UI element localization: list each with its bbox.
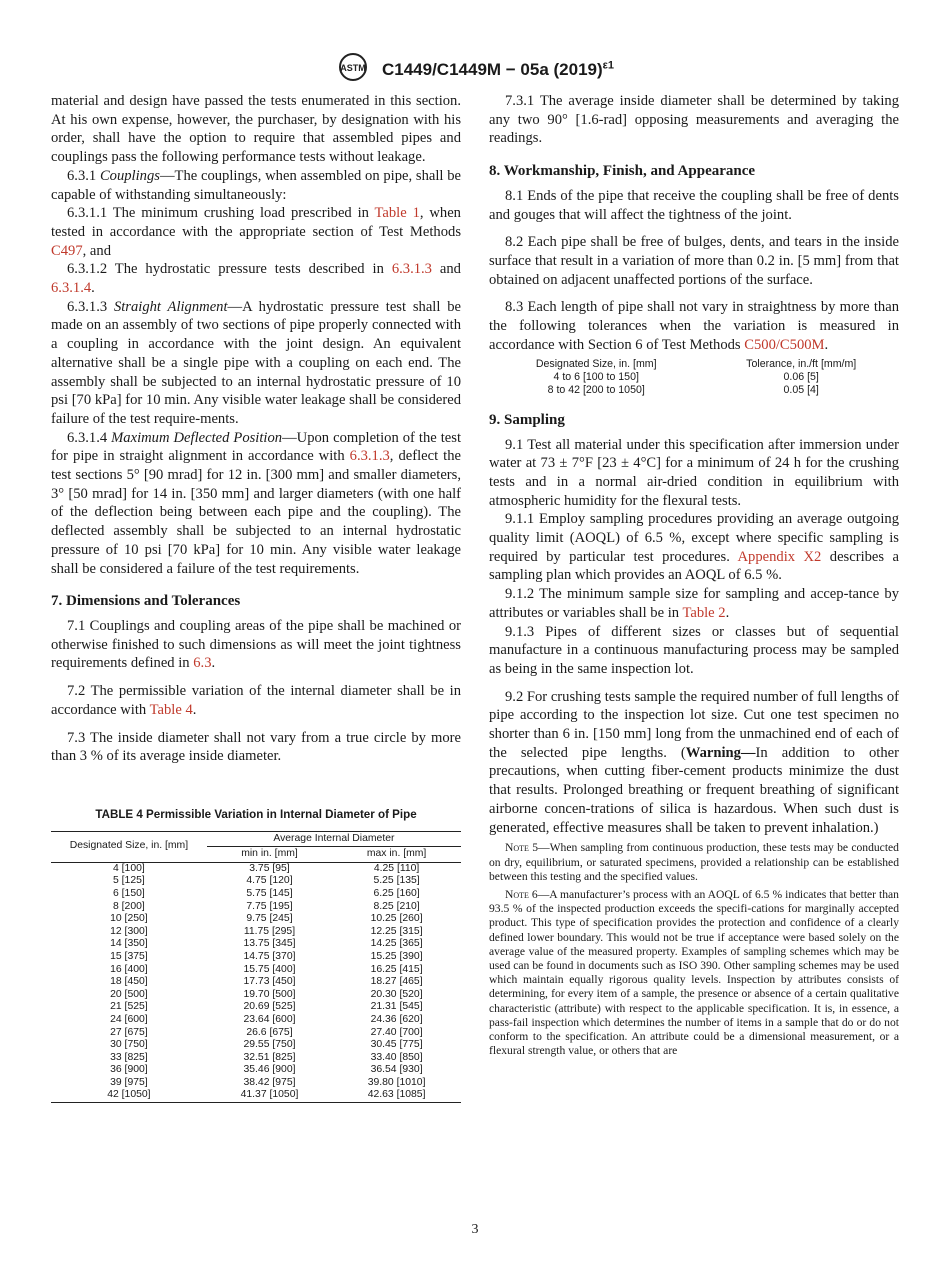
table-row bbox=[51, 1027, 461, 1040]
link-appendix-x2[interactable]: Appendix X2 bbox=[737, 548, 822, 565]
paragraph-9-1-3: 9.1.3 Pipes of different sizes or classes but of sequential manufacture in a continuous manufacturing process may be sampled as being in the same inspection lot. bbox=[489, 623, 899, 677]
table-cell: 38.42 [975] bbox=[243, 1076, 296, 1088]
link-6-3-1-3[interactable]: 6.3.1.3 bbox=[391, 261, 432, 278]
paragraph-6-3-1-3: 6.3.1.3 Straight Alignment—A hydrostatic pressure test shall be made on an assembly of two sections of pipe properly connected with a coupling in accordance with the joint design. An equivalent alternative shall be a single pipe with a coupling on each end. The assembly shall be subjected to an internal hydrostatic pressure of 10 psi [70 kPa] for 10 min. Any visible water leakage shall be considered failure of the test require-ments. bbox=[51, 298, 462, 427]
page-number: 3 bbox=[471, 1222, 479, 1237]
table-cell: 10 [250] bbox=[110, 913, 148, 925]
table-row bbox=[51, 938, 461, 951]
section-7-heading: 7. Dimensions and Tolerances bbox=[51, 593, 241, 610]
table-row bbox=[51, 1064, 461, 1077]
table-cell: 4.75 [120] bbox=[246, 875, 293, 887]
table-cell: 36 [900] bbox=[110, 1064, 148, 1076]
document-designation: C1449/C1449M − 05a $(2019)^{\varepsilon 1}$ bbox=[381, 59, 615, 79]
table-cell: 27.40 [700] bbox=[370, 1026, 423, 1038]
tolerance-header-size: Designated Size, in. [mm] bbox=[535, 358, 657, 371]
table-cell: 30.45 [775] bbox=[370, 1039, 423, 1051]
table-cell: 15.25 [390] bbox=[370, 950, 423, 962]
table-row: 4 to 6 [100 to 150] 0.06 [5] bbox=[553, 371, 819, 384]
table-cell: 24.36 [620] bbox=[370, 1013, 423, 1025]
table-row bbox=[51, 1001, 461, 1014]
paragraph-9-2: 9.2 For crushing tests sample the required number of full lengths of pipe according to the inspection lot size. Cut one test specimen no shorter than 6 in. [150 mm] long from the unmachined end of each of the selected pipe lengths. (Warning—In addition to other precautions, when cutting fiber-cement products minimize the dust that results. Prolonged breathing or frequent breathing of significant airborne concen-trations of silica is hazardous. When such dust is generated, effective measures shall be taken to prevent inhalation.) bbox=[489, 688, 899, 836]
table-cell: 6 [150] bbox=[113, 887, 145, 899]
table-cell: 24 [600] bbox=[110, 1013, 148, 1025]
table-cell: 23.64 [600] bbox=[243, 1013, 296, 1025]
table-4-header-group: Average Internal Diameter bbox=[207, 831, 461, 847]
table-cell: 15 [375] bbox=[110, 950, 148, 962]
note-6: Note 6—A manufacturer’s process with an AOQL of 6.5 % indicates that better than 93.5 % of the inspected production exceeds the specifi-cations for marginally accepted product. This type of specification provides the protection and confidence of a clearly defined lower boundary. This would not be true if acceptance were based solely on the average value of the measured property. Examples of sampling schemes which may be used can be found in documents such as ISO 390. Other sampling schemes may be used which maintain equally rigorous quality levels. Inspection by attributes consists of determining, for every item of a sample, the presence or absence of a certain qualitative characteristic (attribute) with respect to the applicable specification. It is, in essence, a pass-fail inspection which determines the number of items in a sample that do or do not conform to the specification. An attribute could be a dimensional measurement, or a flexural strength value, or others that are bbox=[489, 887, 899, 1058]
table-cell: 14.25 [365] bbox=[370, 938, 423, 950]
table-cell: 21.31 [545] bbox=[370, 1001, 423, 1013]
table-row bbox=[51, 888, 461, 901]
table-cell: 12.25 [315] bbox=[370, 925, 423, 937]
section-8-heading: 8. Workmanship, Finish, and Appearance bbox=[489, 163, 756, 180]
table-cell: 20.30 [520] bbox=[370, 988, 423, 1000]
table-row bbox=[51, 951, 461, 964]
link-6-3-1-4[interactable]: 6.3.1.4 bbox=[51, 280, 92, 297]
table-4 bbox=[51, 831, 461, 1103]
table-cell: 21 [525] bbox=[110, 1001, 148, 1013]
table-cell: 33 [825] bbox=[110, 1051, 148, 1063]
paragraph-9-1: 9.1 Test all material under this specification after immersion under water at 73 ± 7°F [23 ± 4°C] for a minimum of 24 h for the crushing tests and in a normal air-dried condition in equilibrium with atmospheric humidity for the flexural tests. bbox=[489, 436, 899, 509]
table-cell: 16 [400] bbox=[110, 963, 148, 975]
table-cell: 27 [675] bbox=[110, 1026, 148, 1038]
table-4-body bbox=[51, 862, 461, 1102]
table-row bbox=[51, 901, 461, 914]
table-cell: 10.25 [260] bbox=[370, 913, 423, 925]
paragraph-7-1: 7.1 Couplings and coupling areas of the pipe shall be machined or otherwise finished to such dimensions as will meet the joint tightness requirements defined in 6.3. bbox=[51, 617, 461, 672]
table-cell: 41.37 [1050] bbox=[240, 1089, 299, 1101]
table-cell: 42 [1050] bbox=[107, 1089, 151, 1101]
table-cell: 5 [125] bbox=[113, 875, 145, 887]
paragraph-9-1-2: 9.1.2 The minimum sample size for sampling and accep-tance by attributes or variables shall be in Table 2. bbox=[489, 586, 899, 621]
table-cell: 16.25 [415] bbox=[370, 963, 423, 975]
table-row bbox=[51, 926, 461, 939]
table-cell: 7.75 [195] bbox=[246, 900, 293, 912]
paragraph-6-3-1-2: 6.3.1.2 The hydrostatic pressure tests described in 6.3.1.3 and 6.3.1.4. bbox=[51, 261, 461, 297]
table-cell: 17.73 [450] bbox=[243, 976, 296, 988]
right-column bbox=[489, 92, 899, 1058]
table-cell: 6.25 [160] bbox=[373, 887, 420, 899]
paragraph-8-3: 8.3 Each length of pipe shall not vary in straightness by more than the following tolerances when the variation is measured in accordance with Section 6 of Test Methods C500/C500M. bbox=[489, 299, 899, 353]
link-6-3[interactable]: 6.3 bbox=[193, 655, 212, 672]
table-cell: 11.75 [295] bbox=[243, 925, 296, 937]
table-row bbox=[51, 964, 461, 977]
table-row bbox=[51, 862, 461, 875]
section-9-heading: 9. Sampling bbox=[489, 411, 565, 428]
table-cell: 30 [750] bbox=[110, 1039, 148, 1051]
paragraph-7-3-1: 7.3.1 The average inside diameter shall be determined by taking any two 90° [1.6-rad] opposing measurements and averaging the readings. bbox=[489, 93, 899, 147]
table-cell: 18.27 [465] bbox=[370, 976, 423, 988]
table-cell: 8.25 [210] bbox=[373, 900, 420, 912]
table-cell: 8 [200] bbox=[113, 900, 145, 912]
table-cell: 26.6 [675] bbox=[246, 1026, 293, 1038]
table-cell: 14 [350] bbox=[110, 938, 148, 950]
table-row bbox=[51, 1052, 461, 1065]
table-cell: 9.75 [245] bbox=[246, 913, 293, 925]
note-5: Note 5—When sampling from continuous production, these tests may be conducted on dry, equilibrium, or saturated specimens, provided a relationship can be established between this testing and the specified values. bbox=[489, 841, 899, 883]
paragraph-intro: material and design have passed the tests enumerated in this section. At his own expense, however, the purchaser, by designation with his order, shall have the option to require that assembled pipes and couplings pass the following performance tests without leakage. bbox=[51, 93, 461, 166]
paragraph-7-3: 7.3 The inside diameter shall not vary from a true circle by more than 3 % of its average inside diameter. bbox=[51, 729, 461, 765]
paragraph-6-3-1-4: 6.3.1.4 Maximum Deflected Position—Upon completion of the test for pipe in straight alignment in accordance with 6.3.1.3, deflect the test sections 5° [90 mrad] for 12 in. [300 mm] and smaller diameters, 3° [50 mrad] for 14 in. [350 mm] and larger diameters (with one half of the deflection being between each pipe and the coupling). The deflected assembly shall be subjected to an internal hydrostatic pressure of 10 psi [70 kPa] for 10 min. Any visible water leakage shall be considered a failure of the test requirements. bbox=[51, 429, 461, 577]
table-cell: 32.51 [825] bbox=[243, 1051, 296, 1063]
table-row: 8 to 42 [200 to 1050] 0.05 [4] bbox=[547, 384, 819, 397]
table-cell: 13.75 [345] bbox=[243, 938, 296, 950]
paragraph-7-2: 7.2 The permissible variation of the internal diameter shall be in accordance with Table 4. bbox=[51, 683, 461, 718]
table-cell: 20.69 [525] bbox=[243, 1001, 296, 1013]
table-cell: 39 [975] bbox=[110, 1076, 148, 1088]
table-cell: 35.46 [900] bbox=[243, 1064, 296, 1076]
table-cell: 15.75 [400] bbox=[243, 963, 296, 975]
table-cell: 12 [300] bbox=[110, 925, 148, 937]
page-header bbox=[0, 52, 950, 87]
straightness-tolerance-table bbox=[489, 358, 899, 396]
table-row bbox=[51, 1039, 461, 1052]
table-cell: 36.54 [930] bbox=[370, 1064, 423, 1076]
paragraph-8-1: 8.1 Ends of the pipe that receive the coupling shall be free of dents and gouges that will affect the tightness of the joint. bbox=[489, 187, 899, 223]
table-cell: 4 [100] bbox=[113, 862, 145, 874]
table-4-header-max: max in. [mm] bbox=[332, 847, 461, 863]
table-cell: 19.70 [500] bbox=[243, 988, 296, 1000]
table-row bbox=[51, 1014, 461, 1027]
link-table-2[interactable]: Table 2 bbox=[682, 604, 726, 621]
table-cell: 33.40 [850] bbox=[370, 1051, 423, 1063]
table-row bbox=[51, 1089, 461, 1102]
link-table-4[interactable]: Table 4 bbox=[149, 701, 193, 718]
table-row bbox=[51, 976, 461, 989]
table-cell: 39.80 [1010] bbox=[367, 1076, 426, 1088]
table-cell: 5.75 [145] bbox=[246, 887, 293, 899]
link-c497[interactable]: C497 bbox=[51, 242, 83, 259]
table-cell: 20 [500] bbox=[110, 988, 148, 1000]
paragraph-9-1-1: 9.1.1 Employ sampling procedures providing an average outgoing quality limit (AOQL) of 6.5 %, except where specific sampling is required by particular test procedures. Appendix X2 describes a sampling plan which provides an AOQL of 6.5 %. bbox=[489, 511, 899, 584]
link-6-3-1-3-b[interactable]: 6.3.1.3 bbox=[349, 448, 390, 465]
table-cell: 4.25 [110] bbox=[373, 862, 420, 874]
link-c500[interactable]: C500/C500M bbox=[744, 336, 825, 353]
table-row bbox=[51, 875, 461, 888]
table-cell: 5.25 [135] bbox=[373, 875, 420, 887]
paragraph-8-2: 8.2 Each pipe shall be free of bulges, dents, and tears in the inside surface that result in a variation of more than 0.2 in. [5 mm] from that obtained on adjacent unaffected portions of the surface. bbox=[489, 234, 899, 288]
tolerance-header-value: Tolerance, in./ft [mm/m] bbox=[746, 358, 857, 371]
table-row bbox=[51, 913, 461, 926]
table-cell: 29.55 [750] bbox=[243, 1039, 296, 1051]
left-column bbox=[51, 92, 461, 1103]
table-cell: 14.75 [370] bbox=[243, 950, 296, 962]
table-cell: 3.75 [95] bbox=[249, 862, 290, 874]
table-cell: 18 [450] bbox=[110, 976, 148, 988]
astm-logo-icon bbox=[336, 52, 370, 87]
paragraph-6-3-1: 6.3.1 Couplings—The couplings, when assembled on pipe, shall be capable of withstanding simultaneously: bbox=[51, 167, 461, 203]
table-row bbox=[51, 989, 461, 1002]
paragraph-6-3-1-1: 6.3.1.1 The minimum crushing load prescribed in Table 1, when tested in accordance with the appropriate section of Test Methods C497, and bbox=[51, 205, 461, 259]
table-cell: 42.63 [1085] bbox=[367, 1089, 426, 1101]
link-table-1[interactable]: Table 1 bbox=[374, 205, 420, 222]
svg-text:ASTM: ASTM bbox=[340, 63, 366, 73]
table-row bbox=[51, 1077, 461, 1090]
table-4-caption: TABLE 4 Permissible Variation in Internal Diameter of Pipe bbox=[95, 807, 417, 821]
table-4-header-size: Designated Size, in. [mm] bbox=[51, 831, 207, 862]
table-4-header-min: min in. [mm] bbox=[207, 847, 332, 863]
